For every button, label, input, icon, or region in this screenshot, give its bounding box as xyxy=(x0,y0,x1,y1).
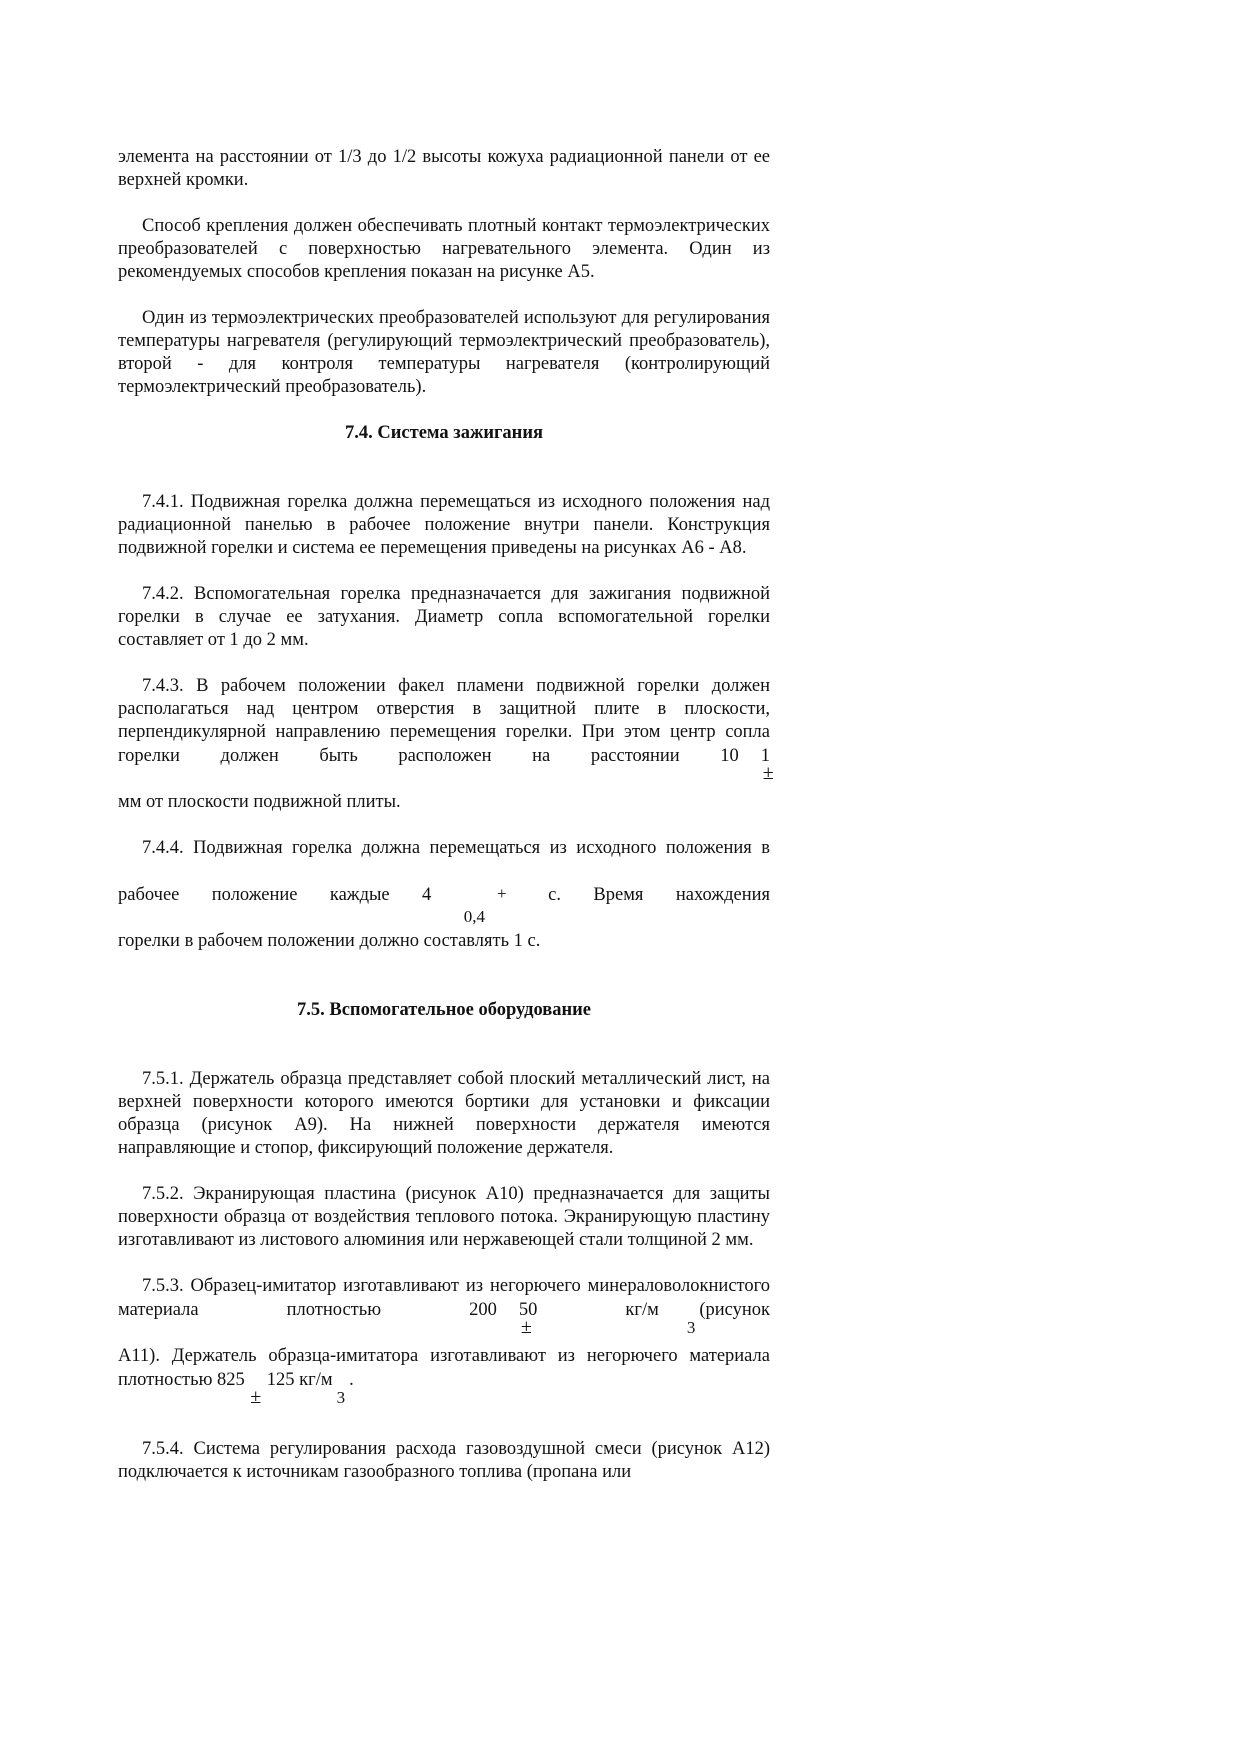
heading-ignition-system: 7.4. Система зажигания xyxy=(345,423,543,443)
unit-exponent: 3 xyxy=(686,1318,696,1337)
paragraph-7-5-3-line2 xyxy=(118,1345,770,1408)
text-7-4-4-c: горелки в рабочем положении должно составлять 1 с. xyxy=(118,931,541,951)
text-7-5-3-c: (рисунок xyxy=(699,1300,770,1320)
text-7-5-3-b: 50 кг/м xyxy=(518,1300,659,1320)
paragraph-7-4-3 xyxy=(118,675,774,814)
paragraph-7-4-3-line xyxy=(118,675,774,784)
text-7-5-3-d: А11). Держатель образца-имитатора изготавливают из негорючего материала плотностью 825 xyxy=(118,1346,770,1390)
text-7-4-3-c: мм от плоскости подвижной плиты. xyxy=(118,792,401,812)
paragraph-7-4-2: 7.4.2. Вспомогательная горелка предназначается для зажигания подвижной горелки в случае ее затухания. Диаметр сопла вспомогательной горелки составляет от 1 до 2 мм. xyxy=(118,584,770,650)
plus-minus-symbol: ± xyxy=(250,1386,262,1408)
paragraph-7-4-4-line xyxy=(118,837,771,926)
tolerance-value: + 0,4 xyxy=(463,884,507,926)
plus-minus-symbol: ± xyxy=(762,762,774,784)
paragraph-7-5-2: 7.5.2. Экранирующая пластина (рисунок А10) предназначается для защиты поверхности образца от воздействия теплового потока. Экранирующую пластину изготавливают из листового алюминия или нержавеющей стали толщиной 2 мм. xyxy=(118,1184,770,1250)
plus-minus-symbol: ± xyxy=(520,1316,532,1338)
paragraph-7-5-3-line1 xyxy=(118,1275,770,1338)
paragraph-7-4-1: 7.4.1. Подвижная горелка должна перемещаться из исходного положения над радиационной панелью в рабочее положение внутри панели. Конструкция подвижной горелки и система ее перемещения приведены на рисунках А6 - А8. xyxy=(118,492,770,558)
paragraph-mounting: Способ крепления должен обеспечивать плотный контакт термоэлектрических преобразователей с поверхностью нагревательного элемента. Один из рекомендуемых способов крепления показан на рисунке А5. xyxy=(118,216,770,282)
text-7-5-3-e: 125 кг/м xyxy=(266,1370,333,1390)
paragraph-7-4-4 xyxy=(118,837,770,953)
text-7-4-3-a: 7.4.3. В рабочем положении факел пламени подвижной горелки должен располагаться над центром отверстия в защитной плите в плоскости, перпендикулярной направлению перемещения горелки. При этом центр сопла горелки должен быть расположен на расстоянии 10 xyxy=(118,676,770,766)
paragraph-continuation: элемента на расстоянии от 1/3 до 1/2 высоты кожуха радиационной панели от ее верхней кромки. xyxy=(118,147,770,190)
heading-auxiliary-equipment: 7.5. Вспомогательное оборудование xyxy=(296,1000,592,1020)
text-7-4-4-a: 7.4.4. Подвижная горелка должна перемещаться из исходного положения в рабочее положение каждые 4 xyxy=(118,838,770,905)
text-7-4-4-b: с. Время нахождения xyxy=(548,885,771,905)
paragraph-7-5-1: 7.5.1. Держатель образца представляет собой плоский металлический лист, на верхней поверхности которого имеются бортики для установки и фиксации образца (рисунок А9). На нижней поверхности держателя имеются направляющие и стопор, фиксирующий положение держателя. xyxy=(118,1069,770,1158)
document-page xyxy=(118,146,774,1484)
paragraph-7-5-4: 7.5.4. Система регулирования расхода газовоздушной смеси (рисунок А12) подключается к источникам газообразного топлива (пропана или xyxy=(118,1439,770,1482)
text-7-5-3-a: 7.5.3. Образец-имитатор изготавливают из негорючего минераловолокнистого материала плотностью 200 xyxy=(118,1276,770,1320)
text-7-4-3-b: 1 xyxy=(760,746,770,766)
paragraph-7-5-3 xyxy=(118,1275,770,1408)
unit-exponent: 3 xyxy=(336,1388,346,1407)
paragraph-thermocouples: Один из термоэлектрических преобразователей используют для регулирования температуры нагревателя (регулирующий термоэлектрический преобразователь), второй - для контроля температуры нагревателя (контролирующий термоэлектрический преобразователь). xyxy=(118,308,770,397)
text-7-5-3-f: . xyxy=(349,1370,354,1390)
